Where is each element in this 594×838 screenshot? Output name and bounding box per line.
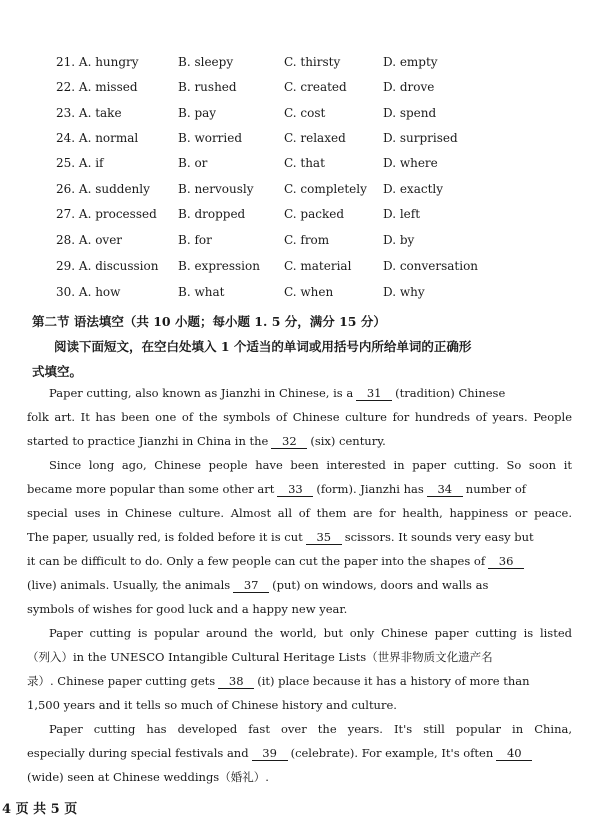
option-b: B. expression [178, 259, 260, 273]
option-row-21 [0, 55, 594, 75]
passage-line: folk art. It has been one of the symbols of Chinese culture for hundreds of years. People [27, 410, 572, 424]
passage-line [27, 526, 572, 548]
blank-32[interactable]: 32 [271, 434, 307, 449]
blank-36[interactable]: 36 [488, 554, 524, 569]
passage-line [27, 574, 572, 596]
text: (form). Jianzhi has [316, 482, 424, 496]
option-c: C. completely [284, 182, 367, 196]
passage-line [27, 742, 572, 764]
option-c: C. created [284, 80, 347, 94]
option-c: C. when [284, 285, 334, 299]
option-d: D. why [383, 285, 425, 299]
blank-35[interactable]: 35 [306, 530, 342, 545]
passage-line: symbols of wishes for good luck and a happy new year. [27, 602, 348, 616]
option-row-25 [0, 156, 594, 176]
question-option-a: 28. A. over [56, 233, 123, 247]
option-row-28 [0, 233, 594, 253]
text: The paper, usually red, is folded before it is cut [27, 530, 303, 544]
passage-line [27, 550, 572, 572]
option-d: D. surprised [383, 131, 458, 145]
text: scissors. It sounds very easy but [344, 530, 534, 544]
text: became more popular than some other art [27, 482, 275, 496]
question-option-a: 26. A. suddenly [56, 182, 150, 196]
option-c: C. material [284, 259, 352, 273]
option-b: B. what [178, 285, 225, 299]
option-b: B. or [178, 156, 208, 170]
option-c: C. thirsty [284, 55, 341, 69]
option-d: D. exactly [383, 182, 444, 196]
passage-line: special uses in Chinese culture. Almost all of them are for health, happiness or peace. [27, 506, 572, 520]
blank-34[interactable]: 34 [427, 482, 463, 497]
passage [27, 380, 572, 800]
blank-31[interactable]: 31 [356, 386, 392, 401]
option-b: B. nervously [178, 182, 254, 196]
question-option-a: 23. A. take [56, 106, 122, 120]
text: especially during special festivals and [27, 746, 249, 760]
option-d: D. drove [383, 80, 435, 94]
option-c: C. relaxed [284, 131, 346, 145]
option-d: D. left [383, 207, 421, 221]
option-b: B. rushed [178, 80, 237, 94]
option-b: B. worried [178, 131, 243, 145]
blank-33[interactable]: 33 [277, 482, 313, 497]
option-d: D. where [383, 156, 438, 170]
option-row-24 [0, 131, 594, 151]
blank-40[interactable]: 40 [496, 746, 532, 761]
text: (celebrate). For example, It's often [290, 746, 494, 760]
section-heading: 第二节 语法填空（共 10 小题；每小题 1. 5 分，满分 15 分） [32, 314, 386, 329]
option-d: D. by [383, 233, 415, 247]
question-option-a: 22. A. missed [56, 80, 138, 94]
option-d: D. spend [383, 106, 437, 120]
text: (it) place because it has a history of more than [257, 674, 530, 688]
blank-39[interactable]: 39 [252, 746, 288, 761]
blank-38[interactable]: 38 [218, 674, 254, 689]
option-row-23 [0, 106, 594, 126]
option-row-30 [0, 285, 594, 305]
passage-line: Paper cutting has developed fast over the years. It's still popular in China, [49, 722, 572, 736]
option-b: B. dropped [178, 207, 246, 221]
option-d: D. empty [383, 55, 438, 69]
option-c: C. packed [284, 207, 344, 221]
option-row-29 [0, 259, 594, 279]
section-instruction-line-2: 式填空。 [32, 364, 83, 379]
passage-line [27, 430, 572, 452]
option-c: C. from [284, 233, 330, 247]
passage-line [27, 382, 572, 404]
option-b: B. for [178, 233, 212, 247]
question-option-a: 29. A. discussion [56, 259, 159, 273]
text: it can be difficult to do. Only a few people can cut the paper into the shapes of [27, 554, 486, 568]
option-b: B. pay [178, 106, 217, 120]
text: (put) on windows, doors and walls as [272, 578, 489, 592]
blank-37[interactable]: 37 [233, 578, 269, 593]
text: number of [465, 482, 526, 496]
option-d: D. conversation [383, 259, 479, 273]
passage-line [27, 478, 572, 500]
text: (six) century. [310, 434, 386, 448]
passage-line: Since long ago, Chinese people have been interested in paper cutting. So soon it [49, 458, 572, 472]
question-option-a: 24. A. normal [56, 131, 139, 145]
option-b: B. sleepy [178, 55, 234, 69]
section-instruction-line-1: 阅读下面短文，在空白处填入 1 个适当的单词或用括号内所给单词的正确形 [54, 339, 472, 354]
option-c: C. cost [284, 106, 326, 120]
question-option-a: 21. A. hungry [56, 55, 139, 69]
passage-line: （列入）in the UNESCO Intangible Cultural Heritage Lists（世界非物质文化遗产名 [27, 650, 493, 664]
text: 录）. Chinese paper cutting gets [27, 674, 216, 688]
option-row-26 [0, 182, 594, 202]
text: Paper cutting, also known as Jianzhi in Chinese, is a [49, 386, 354, 400]
passage-line: (wide) seen at Chinese weddings（婚礼）. [27, 770, 269, 784]
passage-line: Paper cutting is popular around the world, but only Chinese paper cutting is listed [49, 626, 572, 640]
question-option-a: 27. A. processed [56, 207, 157, 221]
question-option-a: 25. A. if [56, 156, 104, 170]
option-c: C. that [284, 156, 325, 170]
text: started to practice Jianzhi in China in the [27, 434, 269, 448]
passage-line [27, 670, 572, 692]
page-footer: 4 页 共 5 页 [2, 802, 78, 817]
option-row-22 [0, 80, 594, 100]
question-option-a: 30. A. how [56, 285, 121, 299]
option-row-27 [0, 207, 594, 227]
text: (tradition) Chinese [395, 386, 506, 400]
passage-line: 1,500 years and it tells so much of Chinese history and culture. [27, 698, 397, 712]
text: (live) animals. Usually, the animals [27, 578, 231, 592]
